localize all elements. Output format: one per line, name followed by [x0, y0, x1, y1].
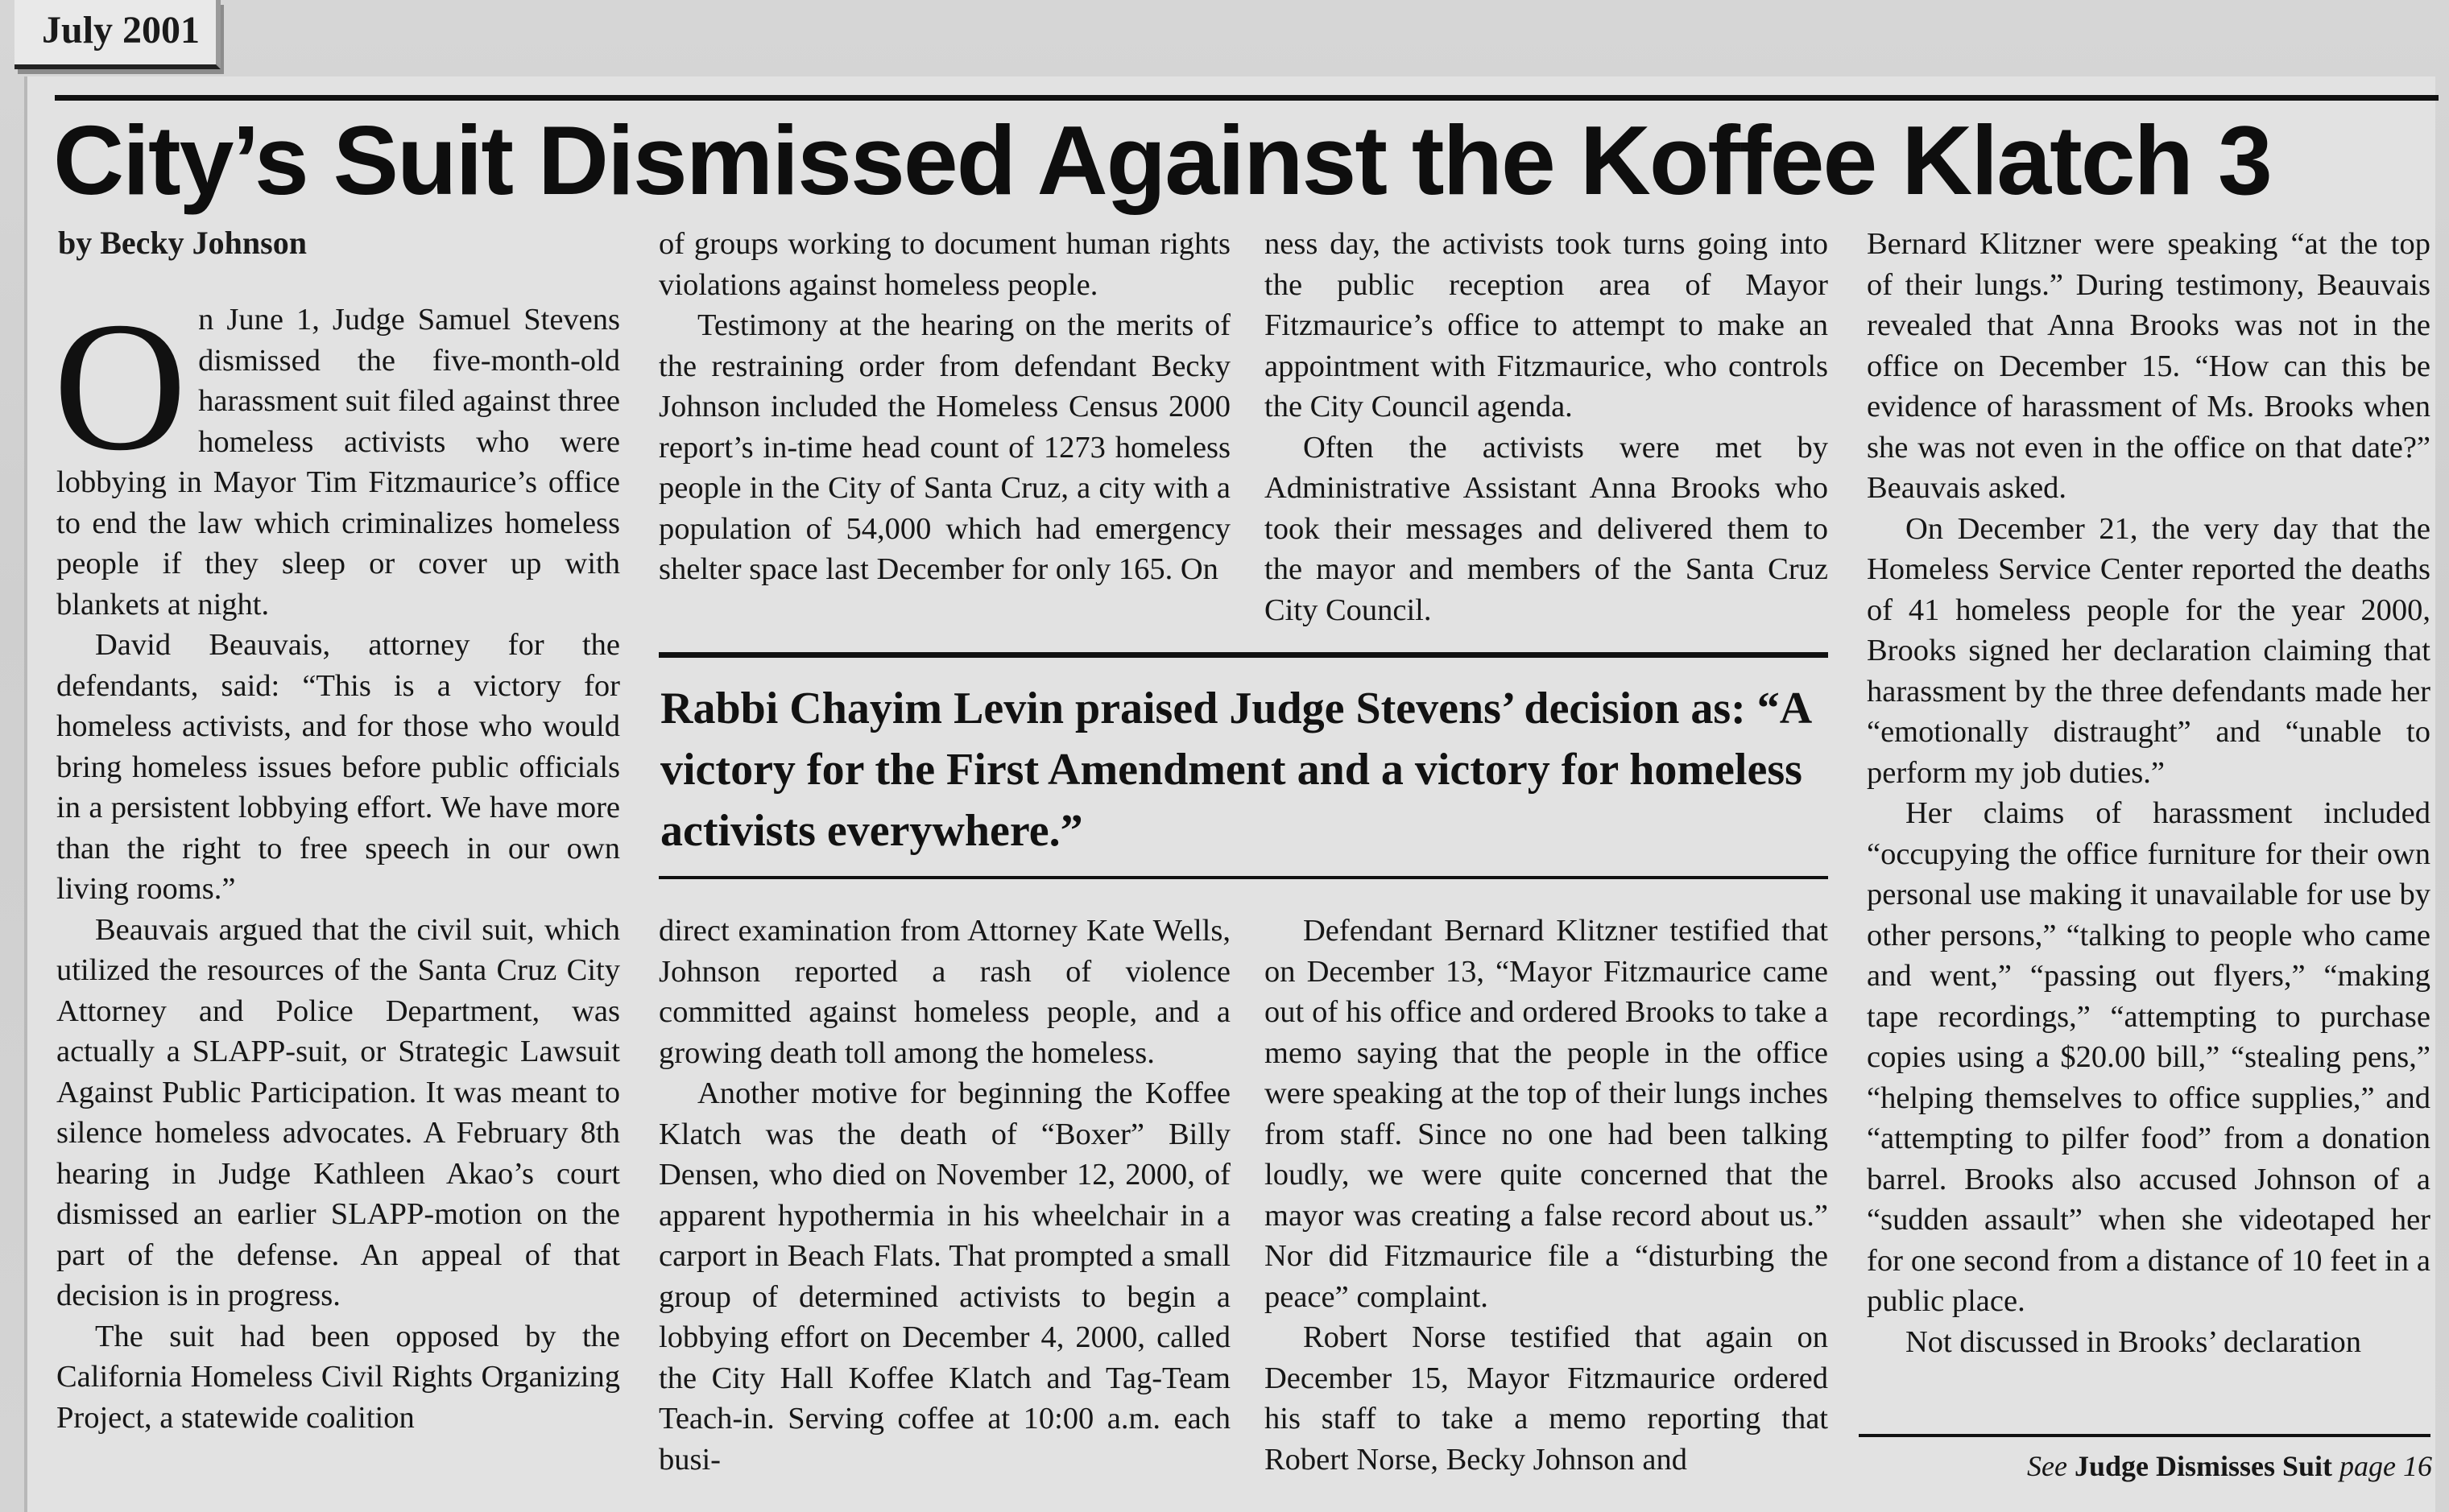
continuation-line: [1868, 1449, 2432, 1483]
paragraph: On December 21, the very day that the Homeless Service Center reported the deaths of 41 homeless people for the year 2000, Brooks signed her declaration claiming that harassment by the three defendants made her “emotionally distraught” and “unable to perform my job duties.”: [1867, 511, 2430, 790]
continuation-page: page 16: [2339, 1450, 2432, 1482]
paragraph: David Beauvais, attorney for the defendants, said: “This is a victory for homeless activists, and for those who would bring homeless issues before public officials in a persistent lobbying effort. We have more than the right to free speech in our own living rooms.”: [56, 628, 620, 906]
date-tab: [14, 0, 221, 69]
paragraph: direct examination from Attorney Kate Wells, Johnson reported a rash of violence committed against homeless people, and a growing death toll among the homeless.: [659, 914, 1231, 1070]
paragraph-text: n June 1, Judge Samuel Stevens dismissed the five-month-old harassment suit filed against three homeless activists who were lobbying in Mayor Tim Fitzmaurice’s office to end the law which criminalizes homeless people if they sleep or cover up with blankets at night.: [56, 303, 620, 622]
continuation-rule: [1859, 1434, 2430, 1437]
paragraph: Bernard Klitzner were speaking “at the top of their lungs.” During testimony, Beauvais revealed that Anna Brooks was not in the office on December 15. “How can this be evidence of harassment of Ms. Brooks when she was not even in the office on that date?” Beauvais asked.: [1867, 227, 2430, 505]
column-2-top: [659, 224, 1231, 590]
column-3-top: [1264, 224, 1828, 630]
paragraph: The suit had been opposed by the California Homeless Civil Rights Organizing Project, a statewide coalition: [56, 1319, 620, 1435]
paragraph: Often the activists were met by Administrative Assistant Anna Brooks who took their messages and delivered them to the mayor and members of the Santa Cruz City Council.: [1264, 430, 1828, 627]
paragraph: ness day, the activists took turns going into the public reception area of Mayor Fitzmaurice’s office to attempt to make an appointment with Fitzmaurice, who controls the City Council agenda.: [1264, 227, 1828, 423]
continuation-title: Judge Dismisses Suit: [2074, 1450, 2333, 1482]
paragraph: [53, 283, 620, 625]
paragraph: Not discussed in Brooks’ declaration: [1905, 1324, 2361, 1359]
column-4: [1867, 224, 2430, 1362]
paragraph: Robert Norse testified that again on December 15, Mayor Fitzmaurice ordered his staff to take a memo reporting that Robert Norse, Becky Johnson and: [1264, 1320, 1828, 1477]
pull-quote-rule-bottom: [659, 876, 1828, 879]
column-2-bottom: [659, 911, 1231, 1480]
paragraph: Beauvais argued that the civil suit, which utilized the resources of the Santa Cruz City Attorney and Police Department, was actually a SLAPP-suit, or Strategic Lawsuit Against Public Participation. It was meant to silence homeless advocates. A February 8th hearing in Judge Kathleen Akao’s court dismissed an earlier SLAPP-motion on the part of the defense. An appeal of that decision is in progress.: [56, 912, 620, 1312]
column-1: [53, 283, 620, 1438]
paragraph: Testimony at the hearing on the merits of the restraining order from defendant Becky Johnson included the Homeless Census 2000 report’s in-time head count of 1273 homeless people in the City of Santa Cruz, a city with a population of 54,000 which had emergency shelter space last December for only 165. On: [659, 308, 1231, 586]
headline: City’s Suit Dismissed Against the Koffee Klatch 3: [53, 105, 2271, 215]
date-label: July 2001: [42, 9, 201, 52]
pull-quote: Rabbi Chayim Levin praised Judge Stevens’ decision as: “A victory for the First Amendment and a victory for homeless activists everywhere.”: [660, 684, 1810, 856]
paragraph: Defendant Bernard Klitzner testified that on December 13, “Mayor Fitzmaurice came out of his office and ordered Brooks to take a memo saying that the people in the office were speaking at the top of their lungs inches from staff. Since no one had been talking loudly, we were quite concerned that the mayor was creating a false record about us.” Nor did Fitzmaurice file a “disturbing the peace” complaint.: [1264, 914, 1828, 1314]
pull-quote-rule-top: [659, 652, 1828, 658]
byline: by Becky Johnson: [58, 225, 307, 261]
paragraph: of groups working to document human rights violations against homeless people.: [659, 227, 1231, 302]
drop-cap: O: [53, 283, 188, 489]
column-3-bottom: [1264, 911, 1828, 1480]
paragraph: Her claims of harassment included “occupying the office furniture for their own personal use making it unavailable for use by other persons,” “talking to people who came and went,” “passing out flyers,” “making tape recordings,” “attempting to purchase copies using a $20.00 bill,” “stealing pens,” “helping themselves to office supplies,” and “attempting to pilfer food” from a donation barrel. Brooks also accused Johnson of a “sudden assault” when she videotaped her for one second from a distance of 10 feet in a public place.: [1867, 796, 2430, 1318]
paragraph: Another motive for beginning the Koffee Klatch was the death of “Boxer” Billy Densen, who died on November 12, 2000, of apparent hypothermia in his wheelchair in a carport in Beach Flats. That prompted a small group of determined activists to begin a lobbying effort on December 4, 2000, called the City Hall Koffee Klatch and Tag-Team Teach-in. Serving coffee at 10:00 a.m. each busi-: [659, 1076, 1231, 1477]
continuation-see: See: [2026, 1450, 2067, 1482]
